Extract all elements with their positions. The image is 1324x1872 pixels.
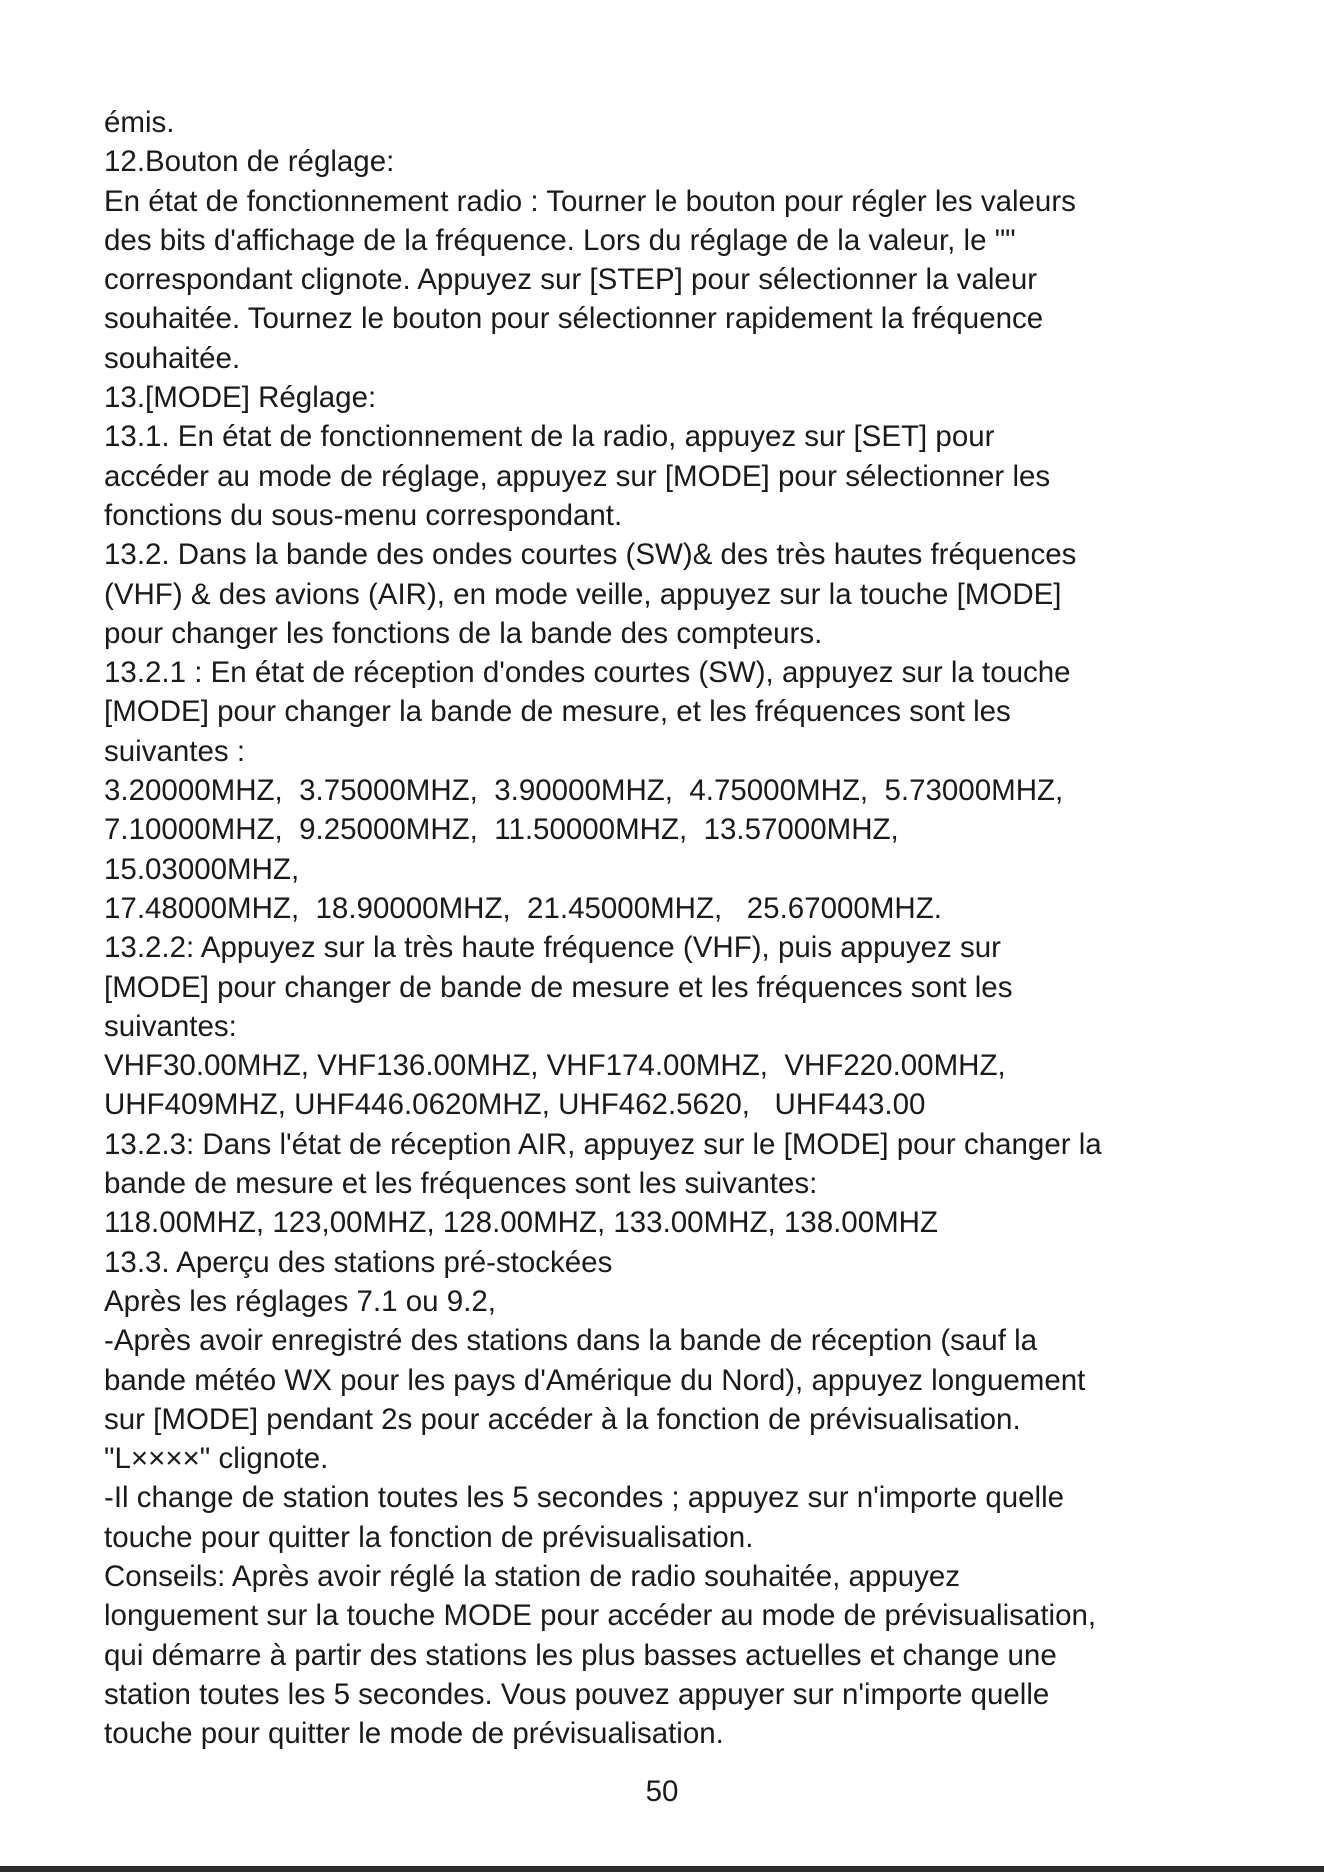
text-line: 13.2.3: Dans l'état de réception AIR, appuyez sur le [MODE] pour changer la [104, 1127, 1102, 1161]
section-heading: 13.[MODE] Réglage: [104, 381, 377, 415]
section-heading: 13.3. Aperçu des stations pré-stockées [104, 1245, 613, 1279]
text-line: pour changer les fonctions de la bande des compteurs. [104, 616, 823, 650]
frequency-list-line: 118.00MHZ, 123,00MHZ, 128.00MHZ, 133.00MHZ, 138.00MHZ [104, 1206, 939, 1240]
text-line: accéder au mode de réglage, appuyez sur [MODE] pour sélectionner les [104, 459, 1051, 493]
text-line: bande météo WX pour les pays d'Amérique du Nord), appuyez longuement [104, 1363, 1086, 1397]
text-line: souhaitée. [104, 341, 241, 375]
frequency-list-line: 3.20000MHZ, 3.75000MHZ, 3.90000MHZ, 4.75000MHZ, 5.73000MHZ, [104, 774, 1064, 808]
frequency-list-line: UHF409MHZ, UHF446.0620MHZ, UHF462.5620, UHF443.00 [104, 1088, 926, 1122]
text-line: (VHF) & des avions (AIR), en mode veille, appuyez sur la touche [MODE] [104, 577, 1062, 611]
frequency-list-line: 17.48000MHZ, 18.90000MHZ, 21.45000MHZ, 25.67000MHZ. [104, 891, 942, 925]
frequency-list-line: VHF30.00MHZ, VHF136.00MHZ, VHF174.00MHZ, VHF220.00MHZ, [104, 1049, 1006, 1083]
text-line: [MODE] pour changer de bande de mesure et les fréquences sont les [104, 970, 1013, 1004]
text-line: des bits d'affichage de la fréquence. Lors du réglage de la valeur, le "" [104, 223, 1016, 257]
text-line: souhaitée. Tournez le bouton pour sélectionner rapidement la fréquence [104, 302, 1044, 336]
section-heading: 12.Bouton de réglage: [104, 145, 395, 179]
page-number: 50 [645, 1775, 679, 1808]
text-line: 13.1. En état de fonctionnement de la radio, appuyez sur [SET] pour [104, 420, 995, 454]
text-line: 13.2.1 : En état de réception d'ondes courtes (SW), appuyez sur la touche [104, 656, 1071, 690]
text-line: 13.2. Dans la bande des ondes courtes (SW)& des très hautes fréquences [104, 538, 1077, 572]
frequency-list-line: 15.03000MHZ, [104, 852, 300, 886]
text-line: suivantes : [104, 734, 246, 768]
text-line: suivantes: [104, 1009, 237, 1043]
text-line: -Après avoir enregistré des stations dans la bande de réception (sauf la [104, 1324, 1038, 1358]
text-line: "L××××" clignote. [104, 1442, 329, 1476]
text-line: longuement sur la touche MODE pour accéder au mode de prévisualisation, [104, 1599, 1097, 1633]
text-line: touche pour quitter la fonction de prévisualisation. [104, 1520, 754, 1554]
text-line: sur [MODE] pendant 2s pour accéder à la fonction de prévisualisation. [104, 1402, 1021, 1436]
text-line: fonctions du sous-menu correspondant. [104, 498, 623, 532]
text-line: 13.2.2: Appuyez sur la très haute fréquence (VHF), puis appuyez sur [104, 931, 1001, 965]
body-text [104, 103, 1304, 1753]
text-line: Après les réglages 7.1 ou 9.2, [104, 1284, 496, 1318]
text-line: correspondant clignote. Appuyez sur [STEP] pour sélectionner la valeur [104, 263, 1038, 297]
text-line: qui démarre à partir des stations les plus basses actuelles et change une [104, 1638, 1057, 1672]
text-line: [MODE] pour changer la bande de mesure, et les fréquences sont les [104, 695, 1011, 729]
text-line: En état de fonctionnement radio : Tourner le bouton pour régler les valeurs [104, 184, 1076, 218]
text-line: station toutes les 5 secondes. Vous pouvez appuyer sur n'importe quelle [104, 1677, 1050, 1711]
frequency-list-line: 7.10000MHZ, 9.25000MHZ, 11.50000MHZ, 13.57000MHZ, [104, 813, 899, 847]
bottom-border [0, 1866, 1324, 1872]
text-line: -Il change de station toutes les 5 secondes ; appuyez sur n'importe quelle [104, 1481, 1065, 1515]
text-line: Conseils: Après avoir réglé la station de radio souhaitée, appuyez [104, 1559, 961, 1593]
text-line: bande de mesure et les fréquences sont les suivantes: [104, 1167, 818, 1201]
text-line: émis. [104, 106, 175, 139]
text-line: touche pour quitter le mode de prévisualisation. [104, 1717, 724, 1751]
